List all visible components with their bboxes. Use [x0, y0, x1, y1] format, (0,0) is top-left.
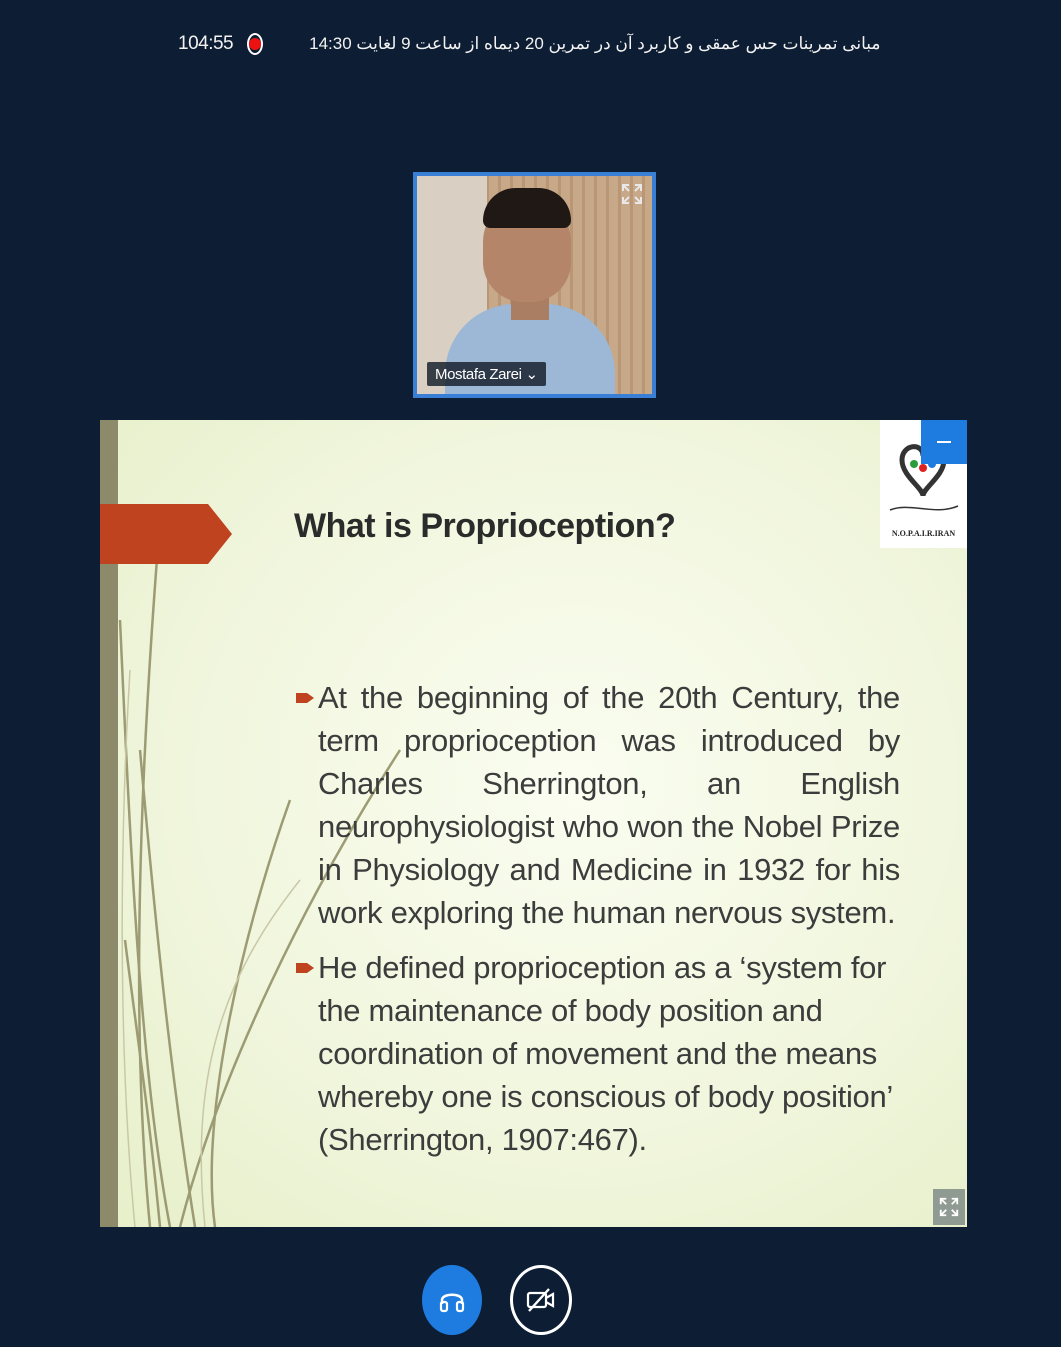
participant-name: Mostafa Zarei: [435, 365, 522, 383]
minimize-button[interactable]: [921, 420, 967, 464]
bullet-item: [296, 946, 900, 1161]
bullet-text: He defined proprioception as a ‘system for the maintenance of body position and coordination of movement and the means whereby one is conscious of body position’ (Sherrington, 1907:467).: [318, 950, 892, 1157]
session-title: مبانی تمرینات حس عمقی و کاربرد آن در تمرین 20 دیماه از ساعت 9 لغایت 14:30: [309, 34, 881, 53]
title-arrow-accent: [100, 504, 232, 564]
expand-icon[interactable]: [620, 182, 644, 206]
participant-video-tile[interactable]: [413, 172, 656, 398]
slide-title: What is Proprioception?: [294, 507, 676, 545]
logo-caption: N.O.P.A.I.R.IRAN: [891, 529, 956, 538]
bullet-list: [296, 676, 900, 1173]
camera-off-icon: [525, 1286, 557, 1314]
elapsed-time: 104:55: [178, 33, 234, 54]
bullet-arrow-icon: [296, 961, 314, 975]
camera-toggle-button[interactable]: [510, 1265, 572, 1335]
chevron-down-icon: ⌄: [525, 366, 538, 383]
fullscreen-icon: [938, 1196, 960, 1218]
bullet-arrow-icon: [296, 691, 314, 705]
bullet-item: [296, 676, 900, 934]
headset-icon: [437, 1285, 467, 1315]
fullscreen-button[interactable]: [933, 1189, 965, 1225]
bullet-text: At the beginning of the 20th Century, the term proprioception was introduced by Charles Sherrington, an English neurophysiologist who won the Nobel Prize in Physiology and Medicine in 1932 for his work exploring the human nervous system.: [318, 680, 900, 930]
minimize-icon: [937, 441, 951, 443]
meeting-controls: [0, 1262, 1061, 1338]
record-icon: [247, 33, 263, 55]
status-bar: [178, 30, 881, 58]
presentation-slide: [100, 420, 967, 1227]
audio-button[interactable]: [422, 1265, 482, 1335]
participant-name-tag[interactable]: [427, 362, 546, 386]
